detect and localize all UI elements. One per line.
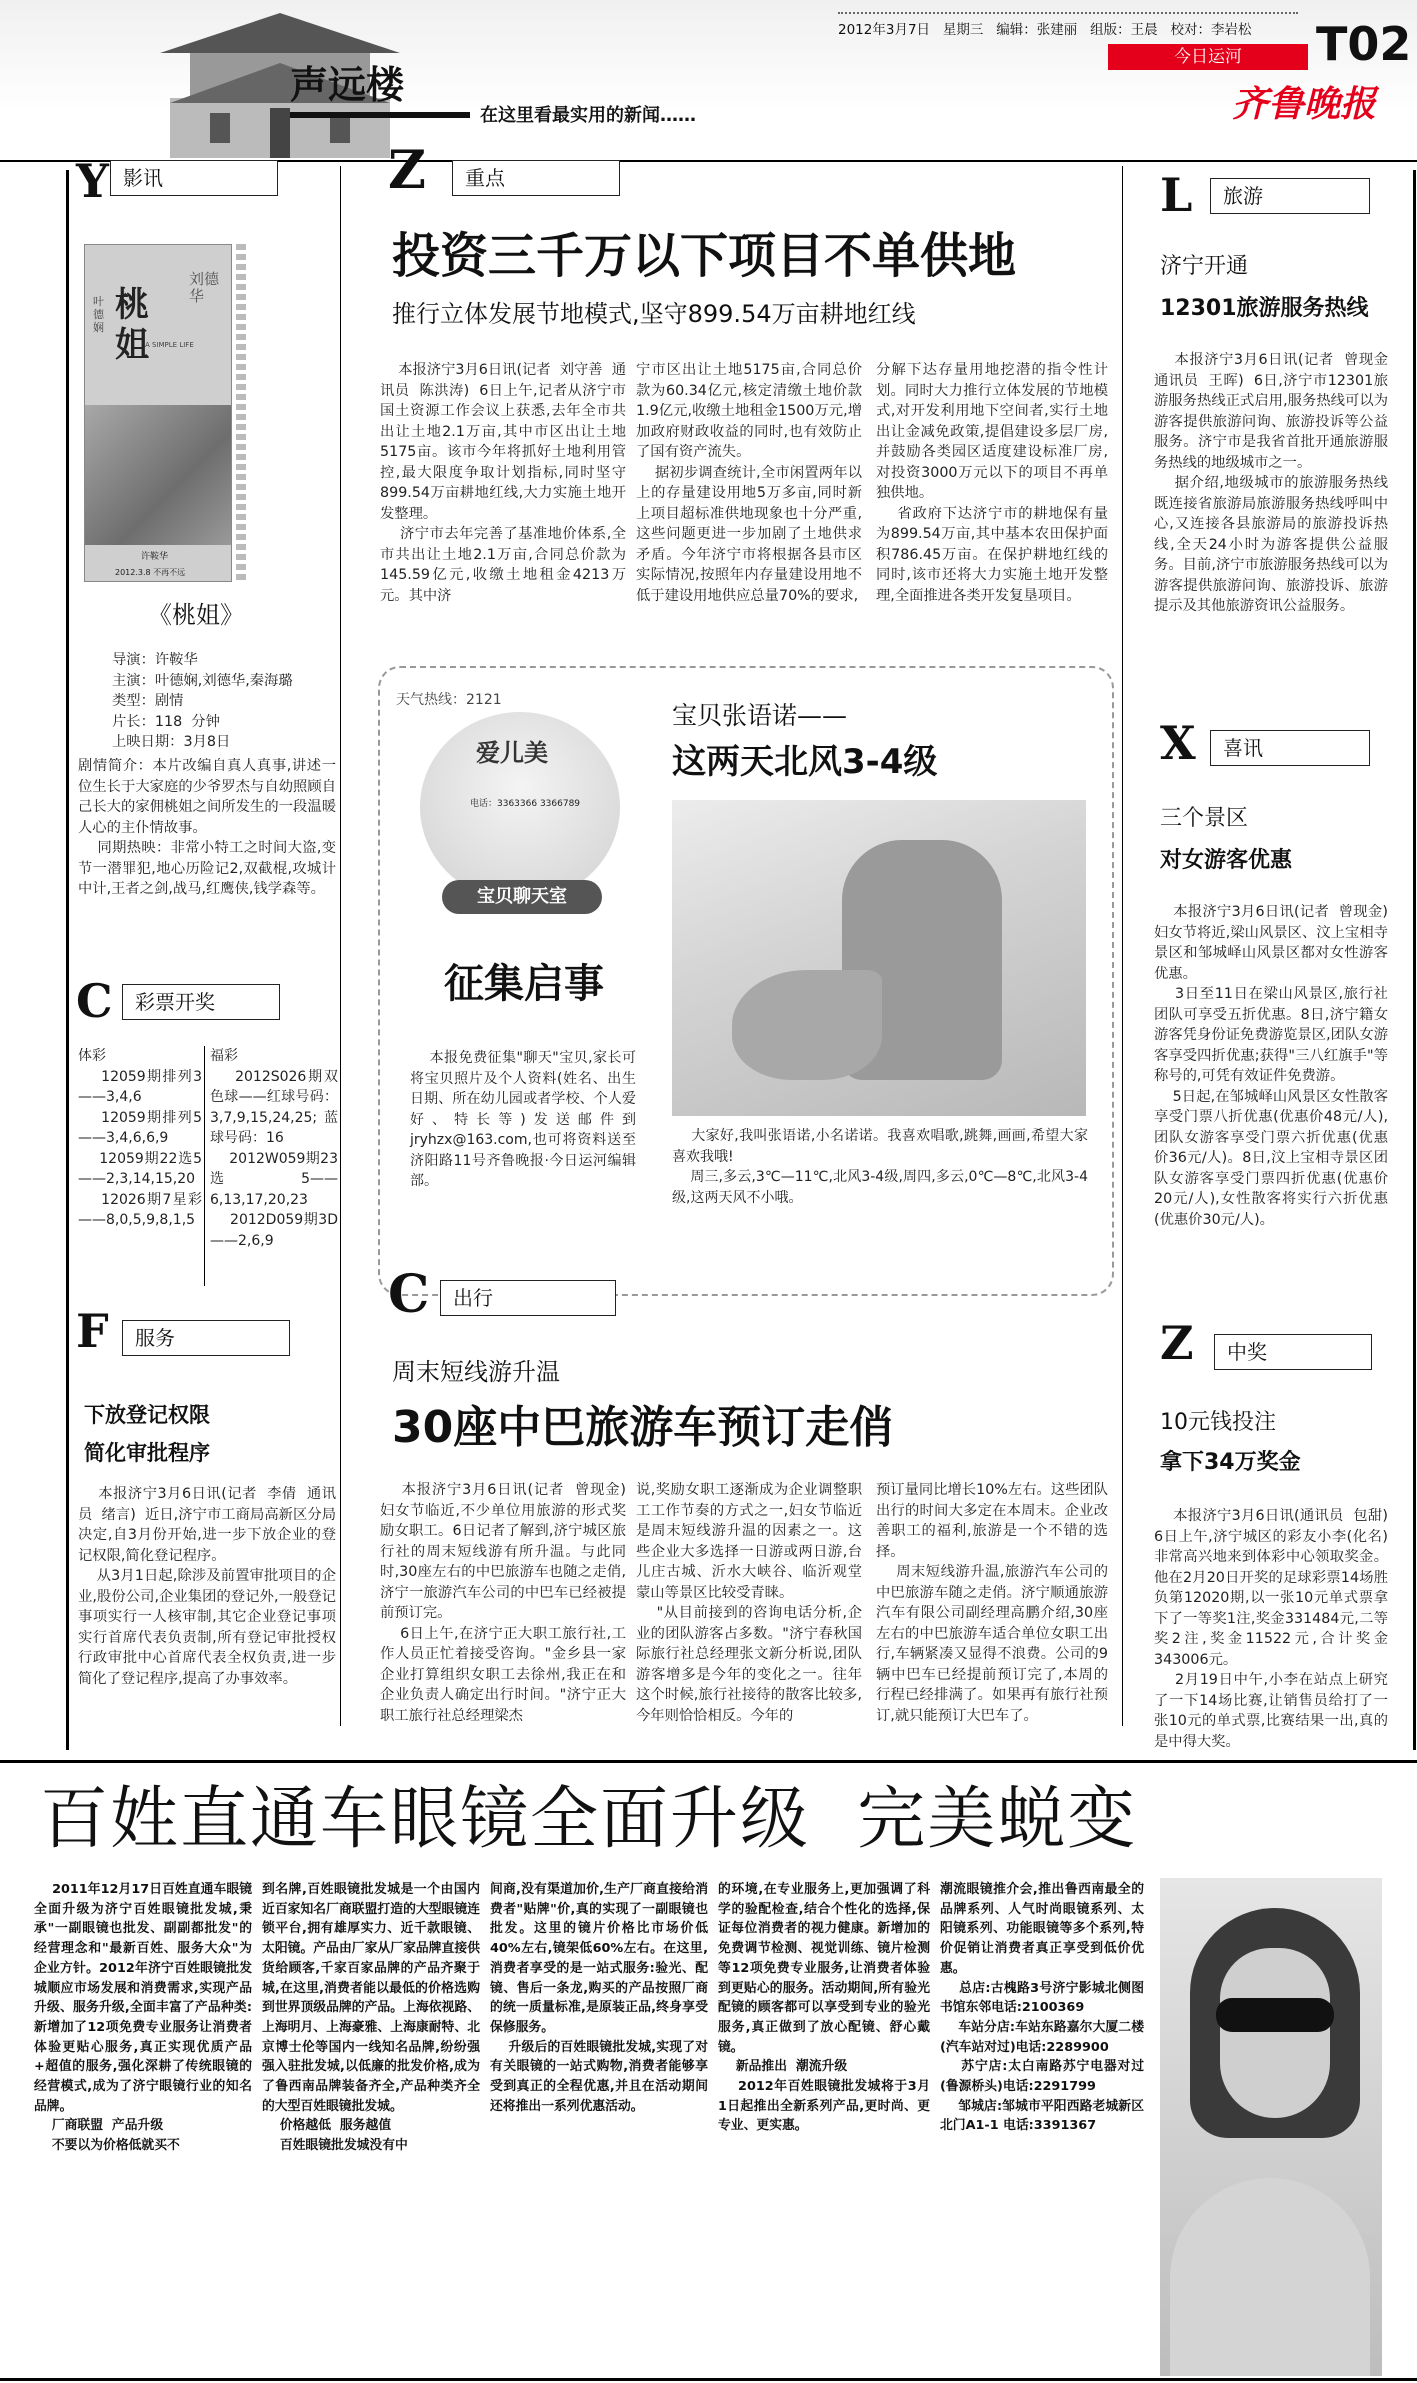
ad-model-photo	[1160, 1878, 1382, 2376]
tourism-headline-2: 12301旅游服务热线	[1160, 296, 1369, 321]
travel-col-2: 说,奖励女职工逐渐成为企业调整职工工作节奏的方式之一,妇女节临近是周末短线游升温的因素之一。这些企业大多选择一日游或两日游,台儿庄古城、沂水大峡谷、临沂观堂蒙山等景区比较受青睐。 "从目前接到的咨询电话分析,企业的团队游客占多数。"济宁春秋国际旅行社总经理张文新分析说,团队游客增多是今年的变化之一。往年这个时候,旅行社接待的散客比较多,今年则恰恰相反。今年的	[636, 1482, 862, 1724]
column-bar	[290, 112, 470, 118]
focus-subhead: 推行立体发展节地模式,坚守899.54万亩耕地红线	[392, 300, 916, 328]
joy-letter: X	[1160, 716, 1196, 770]
travel-kicker: 周末短线游升温	[392, 1358, 560, 1386]
lottery-letter: C	[76, 974, 113, 1028]
focus-label: 重点	[452, 160, 620, 196]
poster-side-strip	[236, 244, 246, 582]
column-name: 声远楼	[290, 63, 405, 107]
film-info: 导演：许鞍华 主演：叶德娴,刘德华,秦海璐 类型：剧情 片长：118 分钟 上映日期：3月8日	[112, 652, 293, 750]
service-label: 服务	[122, 1320, 290, 1356]
film-synopsis: 剧情简介：本片改编自真人真事,讲述一位生长于大家庭的少爷罗杰与自幼照顾自己长大的家佣桃姐之间所发生的一段温暖人心的主仆情故事。 同期热映：非常小特工之时间大盗,变节一潜罪犯,地心历险记2,双截棍,攻城计中计,王者之剑,战马,红鹰侠,钱学森等。	[78, 758, 336, 897]
joy-headline-2: 对女游客优惠	[1160, 848, 1293, 873]
focus-col-3: 分解下达存量用地挖潜的指令性计划。同时大力推行立体发展的节地模式,对开发利用地下空间者,实行土地出让金减免政策,提倡建设多层厂房,并鼓励各类园区适度建设标准厂房,对投资3000万元以下的项目不再单独供地。 省政府下达济宁市的耕地保有量为899.54万亩,其中基本农田保护面积786.45万亩。在保护耕地红线的同时,该市还将大力实施土地开发整理,全面推进各类开发复垦项目。	[876, 362, 1109, 604]
model-shoulders	[1170, 2178, 1370, 2376]
tourism-label: 旅游	[1210, 178, 1370, 214]
editor: 编辑：张建丽	[996, 22, 1078, 38]
travel-label: 出行	[440, 1280, 616, 1316]
joy-headline-1: 三个景区	[1160, 806, 1249, 831]
focus-col-1: 本报济宁3月6日讯(记者 刘守善 通讯员 陈洪涛) 6日上午,记者从济宁市国土资源工作会议上获悉,去年全市共出让土地2.1万亩,其中市区出让土地5175亩。该市今年将抓好土地利用管控,最大限度争取计划指标,同时坚守899.54万亩耕地红线,大力实施土地开发整理。 济宁市去年完善了基准地价体系,全市共出让土地2.1万亩,合同总价款为145.59亿元,收缴土地租金4213万元。其中济	[380, 362, 627, 604]
weather-hotline: 天气热线：2121	[396, 692, 502, 708]
prize-label: 中奖	[1214, 1334, 1372, 1370]
lottery-sports: 体彩 12059期排列3——3,4,6 12059期排列5——3,4,6,6,9 12059期22选5——2,3,14,15,20 12026期7星彩——8,0,5,9,8,1,5	[78, 1048, 202, 1228]
ad-col-3: 间商,没有渠道加价,生产厂商直接给消费者"贴牌"价,真的实现了一副眼镜也批发。这里的镜片价格比市场价低40%左右,镜架低60%左右。在这里,消费者享受的是一站式服务:验光、配镜、售后一条龙,购买的产品按照厂商的统一质量标准,是原装正品,终身享受保修服务。 升级后的百姓眼镜批发城,实现了对有关眼镜的一站式购物,消费者能够享受到真正的全程优惠,并且在活动期间还将推出一系列优惠活动。	[490, 1882, 708, 2114]
ad-bottom-rule	[0, 2378, 1417, 2381]
weather-logo-name: 爱儿美	[476, 739, 548, 767]
weather-caption: 大家好,我叫张语诺,小名诺诺。我喜欢唱歌,跳舞,画画,希望大家喜欢我哦! 周三,多云,3℃—11℃,北风3-4级,周四,多云,0℃—8℃,北风3-4级,这两天风不小哦。	[672, 1128, 1089, 1206]
ad-col-4: 的环境,在专业服务上,更加强调了科学的验配检查,结合个性化的选择,保证每位消费者的视力健康。新增加的免费调节检测、视觉训练、镜片检测等12项免费专业服务,让消费者体验到更贴心的服务。活动期间,所有验光配镜的顾客都可以享受到专业的验光服务,真正做到了放心配镜、舒心戴镜。 新品推出 潮流升级 2012年百姓眼镜批发城将于3月1日起推出全新系列产品,更时尚、更专业、更实惠。	[718, 1882, 930, 2134]
poster-actor-right: 刘德华	[189, 270, 220, 305]
lottery-label: 彩票开奖	[122, 984, 280, 1020]
travel-headline: 30座中巴旅游车预订走俏	[392, 1402, 894, 1453]
right-divider	[1122, 166, 1123, 1726]
weather-notice: 本报免费征集"聊天"宝贝,家长可将宝贝照片及个人资料(姓名、出生日期、所在幼儿园或者学校、个人爱好、特长等)发送邮件到jryhzx@163.com,也可将资料送至济阳路11号齐鲁晚报·今日运河编辑部。	[410, 1050, 636, 1189]
weather-title: 这两天北风3-4级	[672, 742, 938, 782]
lottery-divider	[204, 1046, 205, 1286]
model-sunglasses	[1216, 1998, 1334, 2032]
service-headline-2: 简化审批程序	[84, 1441, 210, 1465]
header-dots	[838, 12, 1298, 14]
poster-photo	[85, 405, 232, 545]
weather-recruit-title: 征集启事	[444, 961, 604, 1007]
film-poster	[84, 244, 232, 582]
travel-col-3: 预订量同比增长10%左右。这些团队出行的时间大多定在本周末。企业改善职工的福利,旅游是一个不错的选择。 周末短线游升温,旅游汽车公司的中巴旅游车随之走俏。济宁顺通旅游汽车有限公司副经理高鹏介绍,30座左右的中巴旅游车适合单位女职工出行,车辆紧凑又显得不浪费。公司的9辆中巴车已经提前预订完了,本周的行程已经排满了。如果再有旅行社预订,就只能预订大巴车了。	[876, 1482, 1108, 1724]
header-meta	[838, 20, 1252, 40]
joy-label: 喜讯	[1210, 730, 1370, 766]
weather-banner: 宝贝聊天室	[442, 880, 602, 914]
poster-date: 2012.3.8 不再不远	[115, 568, 186, 577]
issue-date: 2012年3月7日	[838, 22, 931, 38]
service-letter: F	[76, 1304, 109, 1358]
travel-col-1: 本报济宁3月6日讯(记者 曾现金) 妇女节临近,不少单位用旅游的形式奖励女职工。6日记者了解到,济宁城区旅行社的周末短线游有所升温。与此同时,30座左右的中巴旅游车也随之走俏,济宁一旅游汽车公司的中巴车已经被提前预订完。 6日上午,在济宁正大职工旅行社,工作人员正忙着接受咨询。"金乡县一家企业打算组织女职工去徐州,我正在和企业负责人确定出行时间。"济宁正大职工旅行社总经理梁杰	[380, 1482, 626, 1724]
prize-letter: Z	[1160, 1316, 1194, 1370]
ad-col-2: 到名牌,百姓眼镜批发城是一个由国内近百家知名厂商联盟打造的大型眼镜连锁平台,拥有雄厚实力、近千款眼镜、太阳镜。产品由厂家从厂家品牌直接供货给顾客,千家百家品牌的产品齐聚于城,在这里,消费者能以最低的价格选购到世界顶级品牌的产品。上海依视路、上海明月、上海豪雅、上海康耐特、北京博士伦等国内一线知名品牌,纷纷强强入驻批发城,以低廉的批发价格,成为了鲁西南品牌装备齐全,产品种类齐全的大型百姓眼镜批发城。 价格越低 服务越值 百姓眼镜批发城没有中	[262, 1882, 480, 2154]
poster-director: 许鞍华	[141, 552, 169, 562]
ad-col-5: 潮流眼镜推介会,推出鲁西南最全的品牌系列、人气时尚眼镜系列、太阳镜系列、功能眼镜等多个系列,特价促销让消费者真正享受到低价优惠。 总店:古槐路3号济宁影城北侧图书馆东邻电话:2100369 车站分店:车站东路嘉尔大厦二楼(汽车站对过)电话:2289900 苏宁店:太白南路苏宁电器对过(鲁源桥头)电话:2291799 邹城店:邹城市平阳西路老城新区北门A1-1 电话:3391367	[940, 1882, 1144, 2134]
column-slogan: 在这里看最实用的新闻……	[480, 105, 696, 126]
ad-top-rule	[0, 1760, 1417, 1763]
page-number: T02	[1316, 17, 1412, 71]
prize-headline-2: 拿下34万奖金	[1160, 1450, 1301, 1475]
weather-logo-tel: 电话：3363366 3366789	[470, 799, 581, 809]
prize-body: 本报济宁3月6日讯(通讯员 包甜) 6日上午,济宁城区的彩友小李(化名)非常高兴地来到体彩中心领取奖金。他在2月20日开奖的足球彩票14场胜负第12020期,以一张10元单式票拿下了一等奖1注,奖金331484元,二等奖2注,奖金11522元,合计奖金343006元。 2月19日中午,小李在站点上研究了一下14场比赛,让销售员给打了一张10元的单式票,比赛结果一出,真的是中得大奖。	[1154, 1508, 1389, 1750]
issue-weekday: 星期三	[942, 22, 984, 38]
left-divider	[340, 166, 341, 1726]
focus-letter: Z	[388, 140, 426, 201]
joy-body: 本报济宁3月6日讯(记者 曾现金) 妇女节将近,梁山风景区、汶上宝相寺景区和邹城峄山风景区都对女性游客优惠。 3日至11日在梁山风景区,旅行社团队可享受五折优惠。8日,济宁籍女游客凭身份证免费游览景区,团队女游客享受四折优惠;获得"三八红旗手"等称号的,可凭有效证件免费游。 5日起,在邹城峄山风景区女性散客享受门票八折优惠(优惠价48元/人),团队女游客享受门票六折优惠(优惠价36元/人)。8日,汶上宝相寺景区团队女游客享受门票四折优惠(优惠价20元/人),女性散客将实行六折优惠(优惠价30元/人)。	[1154, 904, 1389, 1228]
lottery-welfare: 福彩 2012S026期双色球——红球号码：3,7,9,15,24,25;蓝球号码：16 2012W059期23选5——6,13,17,20,23 2012D059期3D——2,6,9	[210, 1048, 338, 1249]
tourism-letter: L	[1160, 168, 1193, 222]
poster-en-title: A SIMPLE LIFE	[145, 341, 194, 349]
brand-logo: 齐鲁晚报	[1232, 83, 1377, 125]
film-title: 《桃姐》	[148, 601, 244, 629]
tourism-headline-1: 济宁开通	[1160, 254, 1249, 279]
service-headline-1: 下放登记权限	[84, 1403, 210, 1427]
weather-kicker: 宝贝张语诺——	[672, 701, 848, 730]
ad-headline: 百姓直通车眼镜全面升级 完美蜕变	[40, 1780, 1138, 1859]
film-letter: Y	[76, 154, 109, 208]
model-face	[1220, 1948, 1330, 2118]
tail-shape	[732, 970, 882, 1080]
poster-actor-left: 叶德娴	[93, 295, 104, 334]
tourism-body: 本报济宁3月6日讯(记者 曾现金 通讯员 王晖) 6日,济宁市12301旅游服务热线正式启用,服务热线可以为游客提供旅游问询、旅游投诉等公益服务。济宁市是我省首批开通旅游服务热线的地级城市之一。 据介绍,地级城市的旅游服务热线既连接省旅游局旅游服务热线呼叫中心,又连接各县旅游局的旅游投诉热线,全天24小时为游客提供公益服务。目前,济宁市旅游服务热线可以为游客提供旅游问询、旅游投诉、旅游提示及其他旅游资讯公益服务。	[1154, 352, 1389, 614]
focus-col-2: 宁市区出让土地5175亩,合同总价款为60.34亿元,核定清缴土地价款1.9亿元,收缴土地租金1500万元,增加政府财政收益的同时,也有效防止了国有资产流失。 据初步调查统计,全市闲置两年以上的存量建设用地5万多亩,同时新上项目超标准供地现象也十分严重,这些问题更进一步加剧了土地供求矛盾。今年济宁市将根据各县市区实际情况,按照年内存量建设用地不低于建设用地供应总量70%的要求,	[636, 362, 862, 604]
ad-col-1: 2011年12月17日百姓直通车眼镜全面升级为济宁百姓眼镜批发城,秉承"一副眼镜也批发、副副都批发"的经营理念和"最新百姓、服务大众"为企业方针。2012年济宁百姓眼镜批发城顺应市场发展和消费需求,实现产品升级、服务升级,全面丰富了产品种类:新增加了12项免费专业服务让消费者体验更贴心服务,真正实现优质产品+超值的服务,强化深耕了传统眼镜的经营模式,成为了济宁眼镜行业的知名品牌。 厂商联盟 产品升级 不要以为价格低就买不	[34, 1882, 253, 2154]
section-tag: 今日运河	[1108, 44, 1308, 70]
prize-headline-1: 10元钱投注	[1160, 1410, 1276, 1435]
focus-headline: 投资三千万以下项目不单供地	[392, 228, 1017, 284]
poster-title: 桃姐	[115, 285, 149, 365]
travel-letter: C	[388, 1264, 430, 1325]
designer: 组版：王晨	[1090, 22, 1158, 38]
film-label: 影讯	[110, 160, 278, 196]
weather-child-photo	[672, 800, 1086, 1116]
service-body: 本报济宁3月6日讯(记者 李倩 通讯员 绪言) 近日,济宁市工商局高新区分局决定,自3月份开始,进一步下放企业的登记权限,简化登记程序。 从3月1日起,除涉及前置审批项目的企业,股份公司,企业集团的登记外,一般登记事项实行一人核审制,其它企业登记事项实行首席代表负责制,所有登记审批授权行政审批中心首席代表全权负责,进一步简化了登记程序,提高了办事效率。	[78, 1486, 336, 1687]
proofreader: 校对：李岩松	[1170, 22, 1252, 38]
